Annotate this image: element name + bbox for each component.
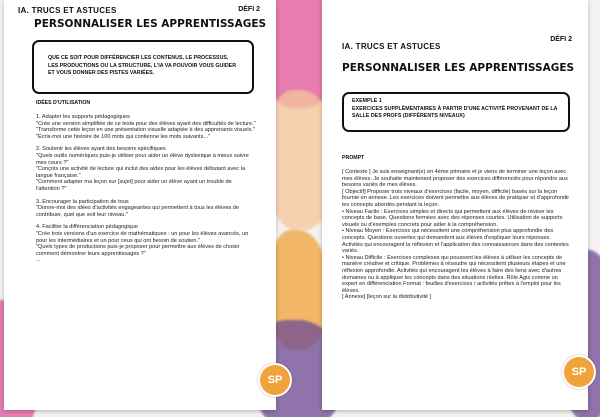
idea-line: "Donne-moi des idées d'activités engageantes qui permettent à tous les élèves de contribuer, quel que soit leur niveau."	[36, 205, 239, 218]
page-title: PERSONNALISER LES APPRENTISSAGES	[34, 18, 267, 30]
idea-line: "Conçois une activité de lecture qui inclut des aides pour les élèves débutant avec la langue française."	[36, 166, 246, 179]
defi-label: DÉFI 2	[550, 36, 572, 43]
idea-line: 2. Soutenir les élèves ayant des besoins spécifiques	[36, 146, 166, 153]
ideas-list	[36, 114, 256, 264]
page-title: PERSONNALISER LES APPRENTISSAGES	[342, 62, 575, 74]
prompt-paragraph: • Niveau Difficile : Exercices complexes qui poussent les élèves à utiliser les concepts de manière créative et critique. Problèmes à résoudre qui nécessitent plusieurs étapes et une réflexion approfondie. Activités qui encouragent les élèves à faire des liens avec d'autres domaines ou à appliquer les concepts dans des situations réelles. Rôle Agis comme un expert en différenciation Format : feuilles d'exercices / activités prêtes à l'emploi pour les élèves.	[342, 254, 566, 294]
left-page	[4, 0, 276, 410]
idea-line: "Quels outils numériques puis-je utiliser pour aider un élève dyslexique à mieux suivre mes cours ?"	[36, 152, 249, 166]
idea-line: "Écris-moi une histoire de 100 mots qui contienne les mots suivants..."	[36, 133, 211, 140]
prompt-text	[342, 169, 572, 301]
example-label: EXEMPLE 1	[352, 98, 382, 104]
prompt-paragraph: [ Annexe] [leçon sur la distributivité ]	[342, 294, 432, 301]
example-box	[342, 92, 570, 132]
idea-line: 4. Faciliter la différenciation pédagogique	[36, 224, 138, 231]
idea-line: 1. Adapter les supports pédagogiques	[36, 114, 130, 120]
idea-line: ...	[36, 257, 41, 264]
right-page	[322, 0, 588, 410]
example-text: EXERCICES SUPPLÉMENTAIRES À PARTIR D'UNE ACTIVITÉ PROVENANT DE LA SALLE DES PROFS (DIFFÉRENTS NIVEAUX)	[352, 105, 558, 119]
idea-line: "Comment adapter ma leçon sur [sujet] pour aider un élève ayant un trouble de l'attention ?"	[36, 179, 232, 192]
prompt-paragraph: • Niveau Moyen : Exercices qui nécessitent une compréhension plus approfondie des concepts. Questions ouvertes qui demandent aux élèves d'expliquer leurs réponses. Activités qui encouragent la réflexion et l'application des connaissances dans des contextes variés.	[342, 228, 569, 255]
brand-title: IA. TRUCS ET ASTUCES	[18, 6, 117, 15]
idea-line: 3. Encourager la participation de tous	[36, 198, 129, 205]
ideas-heading: IDÉES D'UTILISATION	[36, 100, 91, 106]
school-logo-right: SP	[562, 355, 596, 389]
idea-line: "Crée trois versions d'un exercice de mathématiques : un pour les élèves avancés, un pour les intermédiaires et un pour ceux qui ont besoin de soutien."	[36, 230, 249, 244]
intro-note-text: QUE CE SOIT POUR DIFFÉRENCIER LES CONTENUS, LE PROCESSUS, LES PRODUCTIONS OU LA STRUCTURE, L'IA VA POUVOIR VOUS GUIDER ET VOUS DONNER DES PISTES VARIÉES.	[48, 55, 237, 76]
intro-note	[32, 40, 254, 94]
prompt-paragraph: • Niveau Facile : Exercices simples et directs qui permettent aux élèves de réviser les concepts de base. Questions fermées avec des réponses courtes. Utilisation de supports visuels ou d'exemples concrets pour aider à la compréhension.	[342, 208, 563, 228]
prompt-paragraph: [ Objectif] Proposer trois niveaux d'exercices (facile, moyen, difficile) basés sur la leçon fournie en annexe. Les exercices doivent permettre aux élèves de pratiquer et d'approfondir les concepts abordés pendant la leçon.	[342, 188, 570, 208]
brand-title: IA. TRUCS ET ASTUCES	[342, 42, 441, 51]
idea-line: "Crée une version simplifiée de ce texte pour des élèves ayant des difficultés de lecture."	[36, 120, 256, 127]
idea-line: "Quels types de productions puis-je proposer pour permettre aux élèves de choisir comment démontrer leurs apprentissages ?"	[36, 244, 240, 257]
defi-label: DÉFI 2	[238, 6, 260, 13]
school-logo: SP	[258, 363, 292, 397]
idea-line: "Transforme cette leçon en une présentation visuelle adaptée à des apprenants visuels."	[36, 127, 255, 134]
prompt-heading: PROMPT	[342, 155, 365, 161]
prompt-paragraph: [ Contexte ] Je suis enseignant(e) en 4ème primaire et je viens de terminer une leçon avec mes élèves. Je souhaite maintenant proposer des exercices différenciés pour répondre aux besoins variés de mes élèves.	[342, 169, 568, 189]
